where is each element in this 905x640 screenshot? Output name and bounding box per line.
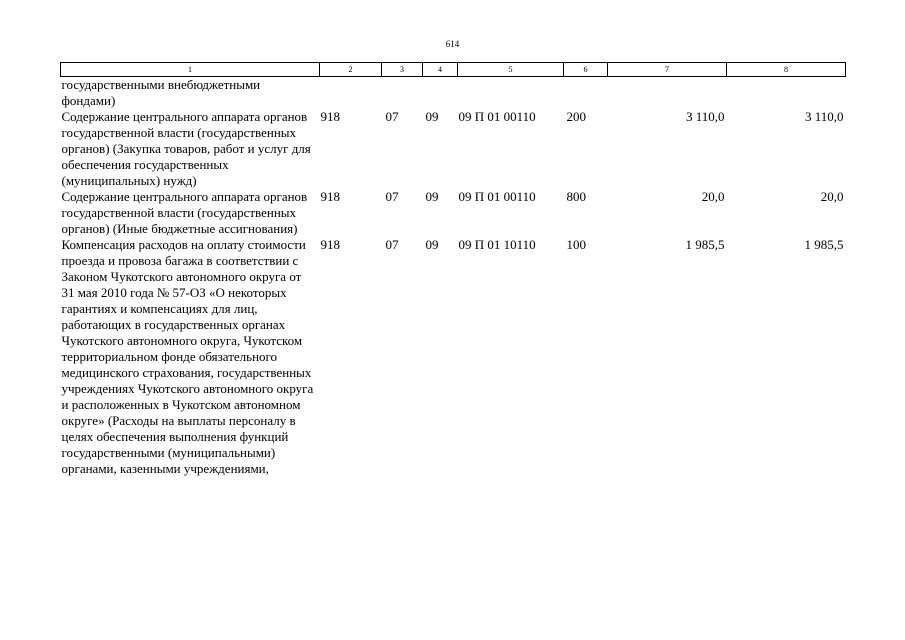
row-target-article: 09 П 01 00110 — [458, 109, 536, 124]
budget-table — [60, 62, 846, 477]
row-expense-type: 800 — [566, 189, 586, 204]
header-col-1: 1 — [61, 63, 320, 77]
row-section-code: 07 — [385, 189, 399, 204]
header-col-3: 3 — [382, 63, 423, 77]
table-row — [61, 237, 846, 477]
row-expense-type — [564, 77, 608, 110]
row-target-article: 09 П 01 00110 — [458, 189, 536, 204]
budget-table-container — [60, 62, 845, 477]
row-expense-type: 100 — [566, 237, 586, 252]
row-section-code: 07 — [385, 109, 399, 124]
row-subsection-code: 09 — [425, 109, 439, 124]
row-subsection-code: 09 — [425, 237, 439, 252]
row-amount-col8: 1 985,5 — [804, 237, 844, 252]
row-target-article — [458, 77, 564, 110]
table-body — [61, 77, 846, 478]
row-amount-col7: 20,0 — [701, 189, 725, 204]
row-description: Компенсация расходов на оплату стоимости проезда и провоза багажа в соответствии с Законом Чукотского автономного округа от 31 мая 2010 года № 57-ОЗ «О некоторых гарантиях и компенсациях для лиц, работающих в государственных органах Чукотского автономного округа, Чукотском территориальном фонде обязательного медицинского страхования, государственных учреждениях Чукотского автономного округа и расположенных в Чукотском автономном округе» (Расходы на выплаты персоналу в целях обеспечения выполнения функций государственными (муниципальными) органами, казенными учреждениями, — [61, 237, 314, 476]
row-description: Содержание центрального аппарата органов государственной власти (государственных органов) (Иные бюджетные ассигнования) — [61, 189, 308, 236]
row-amount-col8: 20,0 — [820, 189, 844, 204]
header-col-6: 6 — [564, 63, 608, 77]
header-col-4: 4 — [423, 63, 458, 77]
row-amount-col7: 1 985,5 — [685, 237, 725, 252]
table-row — [61, 77, 846, 110]
row-expense-type: 200 — [566, 109, 586, 124]
header-col-5: 5 — [458, 63, 564, 77]
row-section-code — [382, 77, 423, 110]
row-description: государственными внебюджетными фондами) — [61, 77, 261, 108]
header-col-2: 2 — [320, 63, 382, 77]
table-header — [61, 63, 846, 77]
header-col-8: 8 — [727, 63, 846, 77]
row-target-article: 09 П 01 10110 — [458, 237, 536, 252]
row-ministry-code — [320, 77, 382, 110]
row-ministry-code: 918 — [320, 189, 340, 204]
header-row — [61, 63, 846, 77]
row-amount-col8 — [727, 77, 846, 110]
row-ministry-code: 918 — [320, 109, 340, 124]
row-ministry-code: 918 — [320, 237, 340, 252]
row-amount-col7: 3 110,0 — [685, 109, 725, 124]
header-col-7: 7 — [608, 63, 727, 77]
page-number: 614 — [445, 39, 460, 49]
table-row — [61, 189, 846, 237]
row-amount-col8: 3 110,0 — [804, 109, 844, 124]
row-subsection-code: 09 — [425, 189, 439, 204]
row-amount-col7 — [608, 77, 727, 110]
row-subsection-code — [423, 77, 458, 110]
row-description: Содержание центрального аппарата органов государственной власти (государственных органов) (Закупка товаров, работ и услуг для обеспечения государственных (муниципальных) нужд) — [61, 109, 311, 188]
row-section-code: 07 — [385, 237, 399, 252]
table-row — [61, 109, 846, 189]
